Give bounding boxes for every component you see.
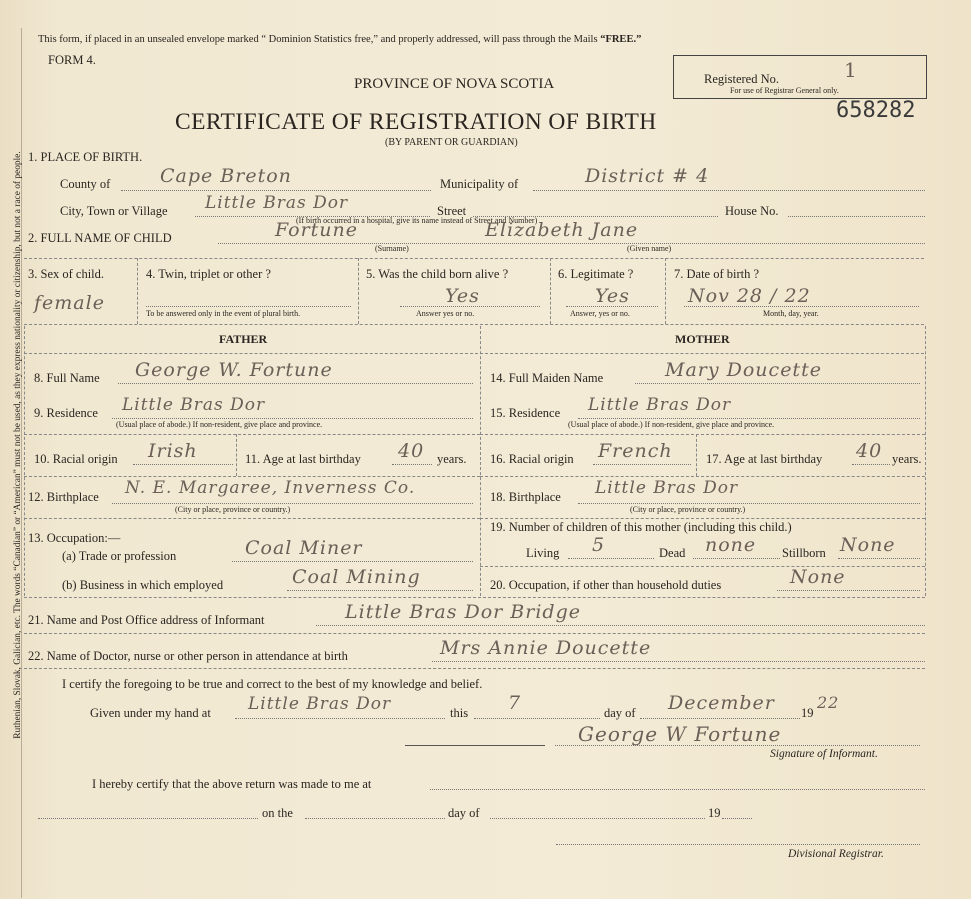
twin-label: 4. Twin, triplet or other ? (146, 267, 271, 281)
day-line (474, 718, 600, 719)
mother-occupation-label: 20. Occupation, if other than household duties (490, 578, 722, 592)
mother-birthplace-label: 18. Birthplace (490, 490, 561, 504)
living-line (568, 558, 654, 559)
day-value: 7 (508, 692, 522, 714)
mother-age-label: 17. Age at last birthday (706, 452, 823, 466)
doctor-rule (24, 668, 925, 669)
doctor-line (432, 661, 925, 662)
father-residence: Little Bras Dor (122, 395, 266, 415)
trade-label: (a) Trade or profession (62, 549, 177, 563)
twin-note: To be answered only in the event of plural birth. (146, 309, 301, 318)
mother-birthplace: Little Bras Dor (595, 478, 739, 498)
parents-center-divider (480, 326, 481, 596)
occupation-label: 13. Occupation:— (28, 531, 121, 545)
father-residence-label: 9. Residence (34, 406, 98, 420)
registrar-year-line (722, 818, 752, 819)
legitimate-label: 6. Legitimate ? (558, 267, 634, 281)
municipality-line (533, 190, 925, 191)
mother-residence: Little Bras Dor (588, 395, 732, 415)
registrar-day-of: day of (448, 806, 480, 820)
informant-line (316, 625, 925, 626)
signature-label: Signature of Informant. (770, 748, 878, 760)
registration-stamp: 658282 (836, 98, 916, 123)
certify-line: I certify the foregoing to be true and correct to the best of my knowledge and belief. (62, 677, 483, 691)
mail-notice-free: “FREE.” (600, 34, 642, 45)
mother-occupation-line (777, 590, 920, 591)
child-name-line (218, 243, 925, 244)
registered-box (673, 55, 927, 99)
stillborn-value: None (840, 534, 896, 556)
father-birthplace-note: (City or place, province or country.) (175, 505, 291, 514)
county-line (121, 190, 431, 191)
alive-value: Yes (445, 285, 480, 307)
stillborn-line (838, 558, 920, 559)
row3-divider-3 (550, 258, 551, 324)
month-line (640, 718, 800, 719)
mother-age-line (852, 464, 890, 465)
father-age-line (392, 464, 432, 465)
informant-value: Little Bras Dor Bridge (345, 601, 581, 623)
surname-note: (Surname) (375, 244, 409, 253)
house-label: House No. (725, 204, 779, 218)
father-rule-3 (24, 518, 480, 519)
registrar-signature-line (556, 844, 920, 845)
mother-rule-3 (480, 518, 925, 519)
child-name-label: 2. FULL NAME OF CHILD (28, 231, 172, 245)
given-place: Little Bras Dor (248, 694, 392, 714)
alive-note: Answer yes or no. (416, 309, 475, 318)
registrar-line-2 (38, 818, 258, 819)
given-name-note: (Given name) (627, 244, 672, 253)
year-prefix: 19 (801, 706, 814, 720)
registered-note: For use of Registrar General only. (730, 86, 839, 95)
dead-line (693, 558, 780, 559)
municipality-label: Municipality of (440, 177, 519, 191)
registrar-month-line (490, 818, 705, 819)
given-place-line (235, 718, 445, 719)
registrar-nineteen: 19 (708, 806, 721, 820)
father-residence-line (112, 418, 473, 419)
mail-notice-text: This form, if placed in an unsealed envelope marked “ Dominion Statistics free,” and properly addressed, will pass through the Mails (38, 34, 598, 45)
side-notice: Ruthenian, Slovak, Galician, etc. The words “Canadian” or “American” must not be used, as they express nationality or citizenship, but not a race of people. (13, 151, 23, 739)
mother-birthplace-line (578, 503, 920, 504)
father-racial-line (133, 464, 233, 465)
business-value: Coal Mining (292, 566, 421, 588)
parents-right-border (925, 326, 926, 596)
this-label: this (450, 706, 469, 720)
house-line (788, 216, 925, 217)
legitimate-note: Answer, yes or no. (570, 309, 630, 318)
parents-left-border (24, 326, 25, 596)
father-name-label: 8. Full Name (34, 371, 100, 385)
mother-name-label: 14. Full Maiden Name (490, 371, 604, 385)
mother-racial-line (593, 464, 691, 465)
father-age: 40 (398, 440, 425, 462)
dob-value: Nov 28 / 22 (688, 285, 811, 307)
mother-age-divider (696, 434, 697, 476)
father-birthplace: N. E. Margaree, Inverness Co. (125, 478, 416, 498)
registrar-place-line (430, 789, 925, 790)
father-age-divider (236, 434, 237, 476)
mother-residence-note: (Usual place of abode.) If non-resident, give place and province. (568, 420, 775, 429)
child-given-name: Elizabeth Jane (485, 219, 639, 241)
registered-value: 1 (844, 58, 858, 82)
mother-heading: MOTHER (675, 332, 730, 346)
stillborn-label: Stillborn (782, 546, 826, 560)
mother-racial: French (598, 440, 673, 462)
city-value: Little Bras Dor (205, 193, 349, 213)
mother-name-line (635, 383, 920, 384)
mother-racial-label: 16. Racial origin (490, 452, 574, 466)
parents-bottom-rule (24, 597, 925, 598)
given-label: Given under my hand at (90, 706, 211, 720)
business-line (287, 590, 473, 591)
county-label: County of (60, 177, 111, 191)
sex-label: 3. Sex of child. (28, 267, 105, 281)
registrar-certify-line: I hereby certify that the above return was made to me at (92, 777, 372, 791)
mother-rule-2 (480, 476, 925, 477)
day-of-label: day of (604, 706, 636, 720)
row3-divider-4 (665, 258, 666, 324)
father-heading: FATHER (219, 332, 268, 346)
province-heading: PROVINCE OF NOVA SCOTIA (354, 76, 555, 92)
county-value: Cape Breton (160, 165, 292, 187)
father-years: years. (437, 452, 467, 466)
mother-residence-label: 15. Residence (490, 406, 561, 420)
row3-bottom-rule (24, 324, 924, 325)
father-racial-label: 10. Racial origin (34, 452, 118, 466)
dob-label: 7. Date of birth ? (674, 267, 760, 281)
mother-residence-line (578, 418, 920, 419)
registered-label: Registered No. (704, 72, 779, 86)
sex-value: female (34, 292, 105, 314)
hospital-note: (If birth occurred in a hospital, give its name instead of Street and Number) (296, 216, 538, 225)
business-label: (b) Business in which employed (62, 578, 224, 592)
certificate-title: CERTIFICATE OF REGISTRATION OF BIRTH (175, 109, 657, 135)
father-name-line (118, 383, 473, 384)
informant-label: 21. Name and Post Office address of Informant (28, 613, 265, 627)
mother-birthplace-note: (City or place, province or country.) (630, 505, 746, 514)
mother-occupation: None (790, 566, 846, 588)
mail-notice (38, 34, 641, 45)
street-label: Street (437, 204, 467, 218)
parents-heading-rule (24, 353, 924, 354)
child-surname: Fortune (275, 219, 359, 241)
mother-rule-1 (480, 434, 925, 435)
city-label: City, Town or Village (60, 204, 168, 218)
twin-line (146, 306, 351, 307)
trade-line (232, 561, 473, 562)
registrar-label: Divisional Registrar. (788, 848, 884, 860)
alive-label: 5. Was the child born alive ? (366, 267, 509, 281)
mother-age: 40 (856, 440, 883, 462)
informant-rule (24, 633, 925, 634)
doctor-label: 22. Name of Doctor, nurse or other person in attendance at birth (28, 649, 348, 663)
father-birthplace-line (112, 503, 473, 504)
month-value: December (668, 692, 775, 714)
dead-value: none (705, 534, 757, 556)
mother-years: years. (892, 452, 922, 466)
father-name: George W. Fortune (135, 359, 333, 381)
father-rule-1 (24, 434, 480, 435)
legitimate-value: Yes (595, 285, 630, 307)
form-number: FORM 4. (48, 53, 96, 67)
informant-rule-short (405, 745, 545, 746)
trade-value: Coal Miner (245, 537, 363, 559)
dead-label: Dead (659, 546, 686, 560)
dob-note: Month, day, year. (763, 309, 819, 318)
father-racial: Irish (148, 440, 198, 462)
year-value: 22 (817, 693, 840, 712)
informant-signature: George W Fortune (578, 722, 782, 746)
mother-name: Mary Doucette (665, 359, 822, 381)
father-rule-2 (24, 476, 480, 477)
row3-divider-2 (358, 258, 359, 324)
municipality-value: District # 4 (585, 165, 710, 187)
certificate-subtitle: (BY PARENT OR GUARDIAN) (385, 137, 518, 148)
mother-rule-4 (480, 566, 925, 567)
doctor-value: Mrs Annie Doucette (440, 637, 652, 659)
father-residence-note: (Usual place of abode.) If non-resident, give place and province. (116, 420, 323, 429)
row3-divider-1 (137, 258, 138, 324)
place-heading: 1. PLACE OF BIRTH. (28, 150, 143, 164)
children-label: 19. Number of children of this mother (including this child.) (490, 520, 792, 534)
living-label: Living (526, 546, 560, 560)
father-birthplace-label: 12. Birthplace (28, 490, 99, 504)
on-the-label: on the (262, 806, 293, 820)
father-age-label: 11. Age at last birthday (245, 452, 361, 466)
row3-top-rule (24, 258, 924, 259)
registrar-day-line (305, 818, 445, 819)
living-value: 5 (592, 534, 606, 556)
